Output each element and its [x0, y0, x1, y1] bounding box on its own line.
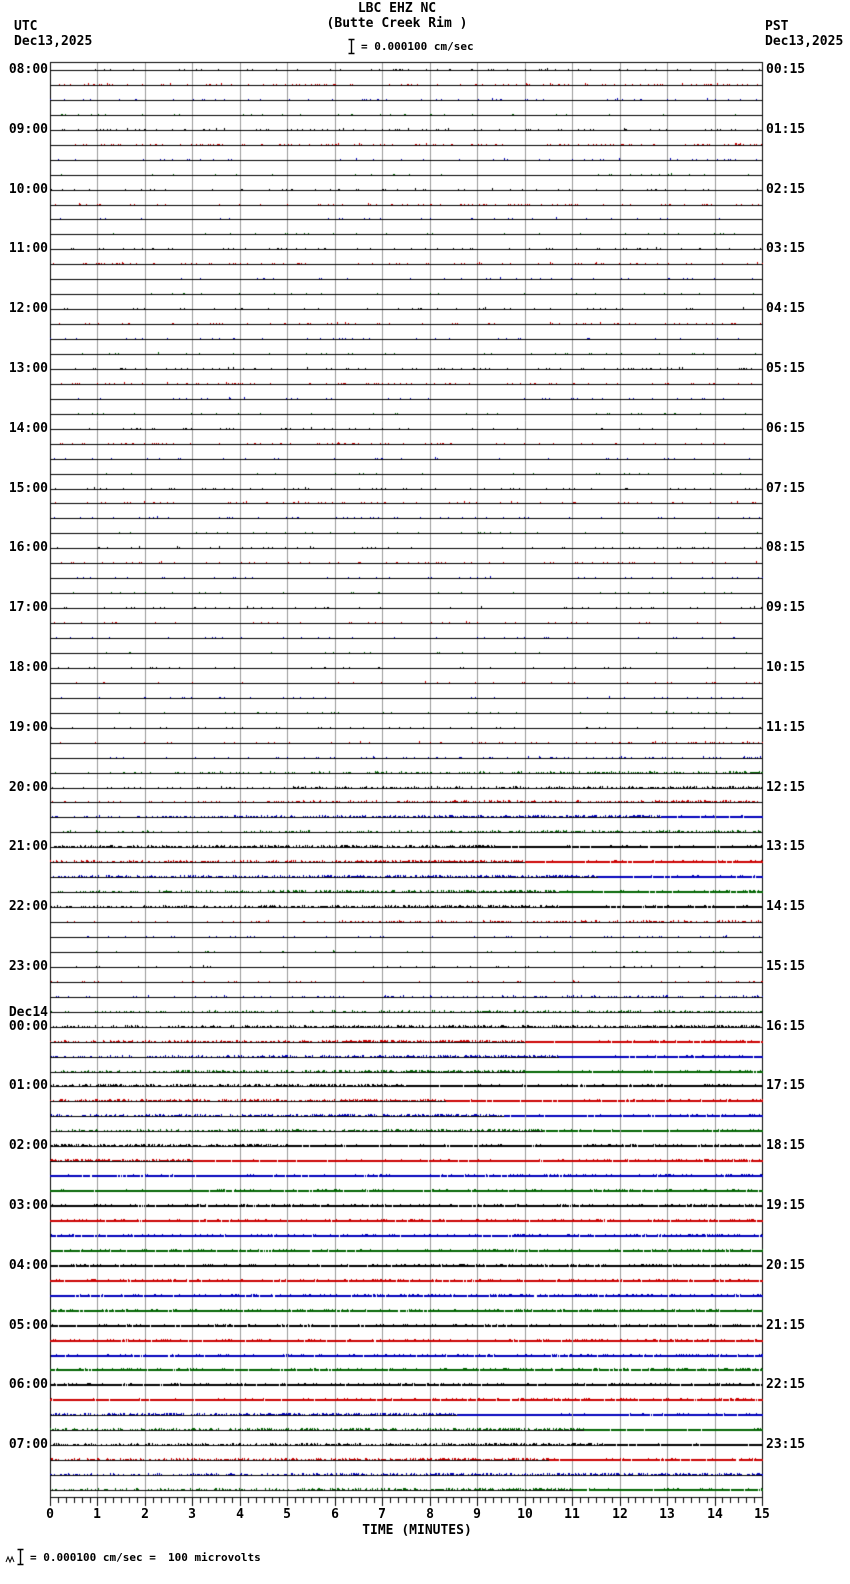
pst-hour-label: 08:15 [766, 540, 806, 555]
pst-hour-label: 06:15 [766, 421, 806, 436]
x-axis-tick-label: 10 [517, 1507, 533, 1522]
pst-hour-label: 21:15 [766, 1318, 806, 1333]
utc-hour-label: 14:00 [8, 421, 48, 436]
station-title: LBC EHZ NC [357, 1, 437, 16]
utc-hour-label: 07:00 [8, 1437, 48, 1452]
x-axis-tick-label: 7 [378, 1507, 386, 1522]
timezone-right-label: PST [765, 19, 789, 34]
timezone-left-label: UTC [14, 19, 38, 34]
pst-hour-label: 18:15 [766, 1138, 806, 1153]
utc-hour-label: 13:00 [8, 361, 48, 376]
x-axis-tick-label: 15 [754, 1507, 770, 1522]
pst-hour-label: 10:15 [766, 660, 806, 675]
pst-hour-label: 16:15 [766, 1019, 806, 1034]
pst-hour-label: 17:15 [766, 1078, 806, 1093]
utc-hour-label: 15:00 [8, 481, 48, 496]
utc-hour-label: 20:00 [8, 780, 48, 795]
pst-hour-label: 22:15 [766, 1377, 806, 1392]
utc-hour-label: 12:00 [8, 301, 48, 316]
footer-scale-equation: = 0.000100 cm/sec = [30, 1551, 156, 1564]
utc-hour-label: 03:00 [8, 1198, 48, 1213]
x-axis-tick-label: 13 [659, 1507, 675, 1522]
pst-hour-label: 05:15 [766, 361, 806, 376]
pst-hour-label: 19:15 [766, 1198, 806, 1213]
pst-hour-label: 13:15 [766, 839, 806, 854]
utc-hour-label: 19:00 [8, 720, 48, 735]
x-axis-tick-label: 11 [564, 1507, 580, 1522]
utc-hour-label: 17:00 [8, 600, 48, 615]
pst-hour-label: 20:15 [766, 1258, 806, 1273]
x-axis-tick-label: 8 [426, 1507, 434, 1522]
pst-hour-label: 09:15 [766, 600, 806, 615]
footer-microvolts: 100 microvolts [168, 1551, 261, 1564]
station-location-title: (Butte Creek Rim ) [326, 16, 468, 31]
x-axis-tick-label: 14 [707, 1507, 723, 1522]
pst-hour-label: 11:15 [766, 720, 806, 735]
pst-hour-label: 00:15 [766, 62, 806, 77]
utc-hour-label: 10:00 [8, 182, 48, 197]
pst-hour-label: 07:15 [766, 481, 806, 496]
utc-hour-label: 02:00 [8, 1138, 48, 1153]
x-axis-tick-label: 3 [188, 1507, 196, 1522]
utc-hour-label: 21:00 [8, 839, 48, 854]
utc-hour-label: 06:00 [8, 1377, 48, 1392]
pst-hour-label: 23:15 [766, 1437, 806, 1452]
x-axis-tick-label: 1 [93, 1507, 101, 1522]
pst-hour-label: 01:15 [766, 122, 806, 137]
pst-hour-label: 12:15 [766, 780, 806, 795]
pst-hour-label: 15:15 [766, 959, 806, 974]
pst-hour-label: 03:15 [766, 241, 806, 256]
utc-hour-label: 08:00 [8, 62, 48, 77]
x-axis-tick-label: 6 [331, 1507, 339, 1522]
utc-hour-label: 09:00 [8, 122, 48, 137]
pst-hour-label: 02:15 [766, 182, 806, 197]
x-axis-tick-label: 12 [612, 1507, 628, 1522]
utc-hour-label: 18:00 [8, 660, 48, 675]
utc-hour-label: 05:00 [8, 1318, 48, 1333]
utc-hour-label: 01:00 [8, 1078, 48, 1093]
pst-hour-label: 04:15 [766, 301, 806, 316]
x-axis-tick-label: 2 [141, 1507, 149, 1522]
utc-hour-label: 04:00 [8, 1258, 48, 1273]
x-axis-tick-label: 5 [283, 1507, 291, 1522]
amplitude-scale-icon [347, 38, 356, 55]
date-left-label: Dec13,2025 [14, 34, 93, 49]
x-axis-tick-label: 4 [236, 1507, 244, 1522]
date-rollover-label: Dec14 [8, 1005, 48, 1020]
amplitude-scale-icon-footer [16, 1548, 25, 1566]
x-axis-tick-label: 0 [46, 1507, 54, 1522]
utc-hour-label: 16:00 [8, 540, 48, 555]
date-right-label: Dec13,2025 [765, 34, 844, 49]
utc-hour-label: 00:00 [8, 1019, 48, 1034]
pst-hour-label: 14:15 [766, 899, 806, 914]
utc-hour-label: 23:00 [8, 959, 48, 974]
utc-hour-label: 11:00 [8, 241, 48, 256]
x-axis-title: TIME (MINUTES) [362, 1523, 472, 1538]
scale-label: = 0.000100 cm/sec [361, 40, 474, 53]
x-axis-tick-label: 9 [473, 1507, 481, 1522]
utc-hour-label: 22:00 [8, 899, 48, 914]
